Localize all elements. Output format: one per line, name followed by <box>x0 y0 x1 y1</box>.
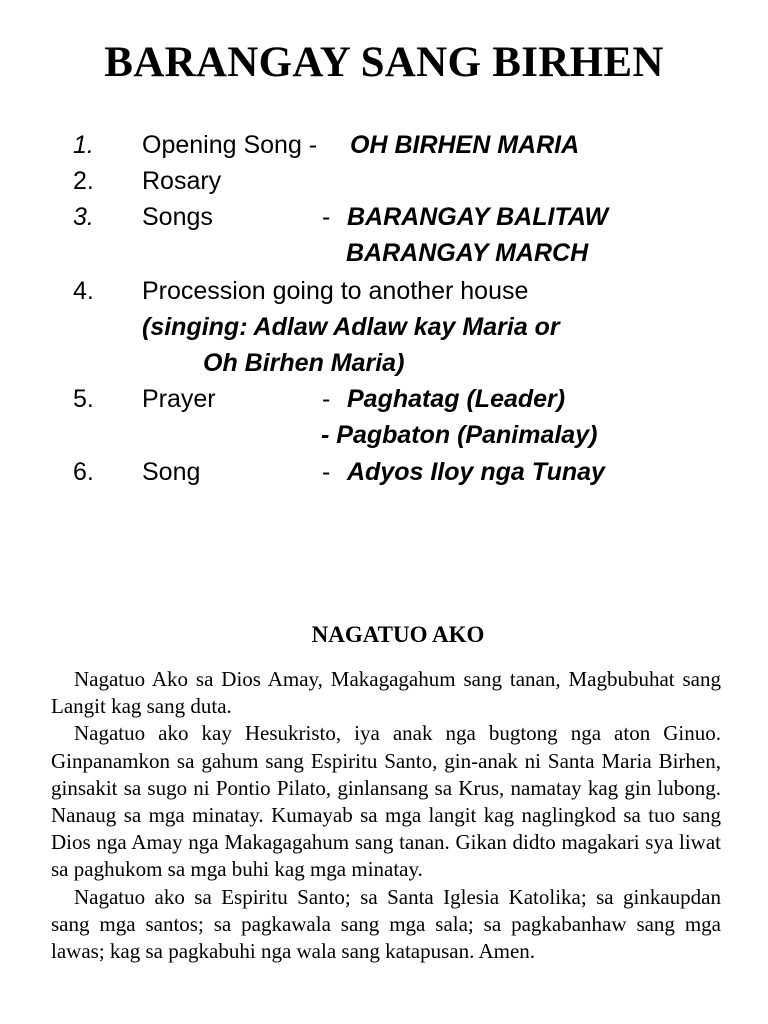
section-title: NAGATUO AKO <box>311 622 485 647</box>
item-detail: (singing: Adlaw Adlaw kay Maria or <box>142 313 560 341</box>
item-detail: Oh Birhen Maria) <box>203 349 405 377</box>
item-detail: Paghatag (Leader) <box>347 385 566 413</box>
item-detail: Adyos Iloy nga Tunay <box>347 458 605 486</box>
paragraph: Nagatuo ako kay Hesukristo, iya anak nga bugtong nga aton Ginuo. Ginpanamkon sa gahum sang Espiritu Santo, gin-anak ni Santa Maria Birhen, ginsakit sa sugo ni Pontio Pilato, ginlansang sa Krus, namatay kag gin lubong. Nanaug sa mga minatay. Kumayab sa mga langit kag naglingkod sa tuo sang Dios nga Amay nga Makagagahum sang tanan. Gikan didto magakari sya liwat sa paghukom sa mga buhi kag mga minatay. <box>51 721 721 882</box>
item-dash: - <box>322 385 331 413</box>
page-title: BARANGAY SANG BIRHEN <box>104 39 664 86</box>
item-number: 1. <box>73 131 94 159</box>
item-label: Prayer <box>142 385 216 413</box>
paragraph: Nagatuo Ako sa Dios Amay, Makagagahum sang tanan, Magbubuhat sang Langit kag sang duta. <box>51 667 721 719</box>
item-label: Song <box>142 458 201 486</box>
item-detail: BARANGAY BALITAW <box>347 203 609 231</box>
item-number: 3. <box>73 203 94 231</box>
item-label: Procession going to another house <box>142 277 529 305</box>
item-detail: BARANGAY MARCH <box>346 239 589 267</box>
item-number: 6. <box>73 458 94 486</box>
item-number: 5. <box>73 385 94 413</box>
creed-text <box>51 666 721 965</box>
item-label: Opening Song - <box>142 131 318 159</box>
item-dash: - <box>322 203 331 231</box>
item-detail: - Pagbaton (Panimalay) <box>321 421 598 449</box>
item-number: 2. <box>73 167 94 195</box>
paragraph: Nagatuo ako sa Espiritu Santo; sa Santa Iglesia Katolika; sa ginkaupdan sang mga santos; sa pagkawala sang mga sala; sa pagkabanhaw sang mga lawas; kag sa pagkabuhi nga wala sang katapusan. Amen. <box>51 884 721 964</box>
item-dash: - <box>322 458 331 486</box>
item-label: Rosary <box>142 167 222 195</box>
item-number: 4. <box>73 277 94 305</box>
item-detail: OH BIRHEN MARIA <box>350 131 580 159</box>
item-label: Songs <box>142 203 213 231</box>
